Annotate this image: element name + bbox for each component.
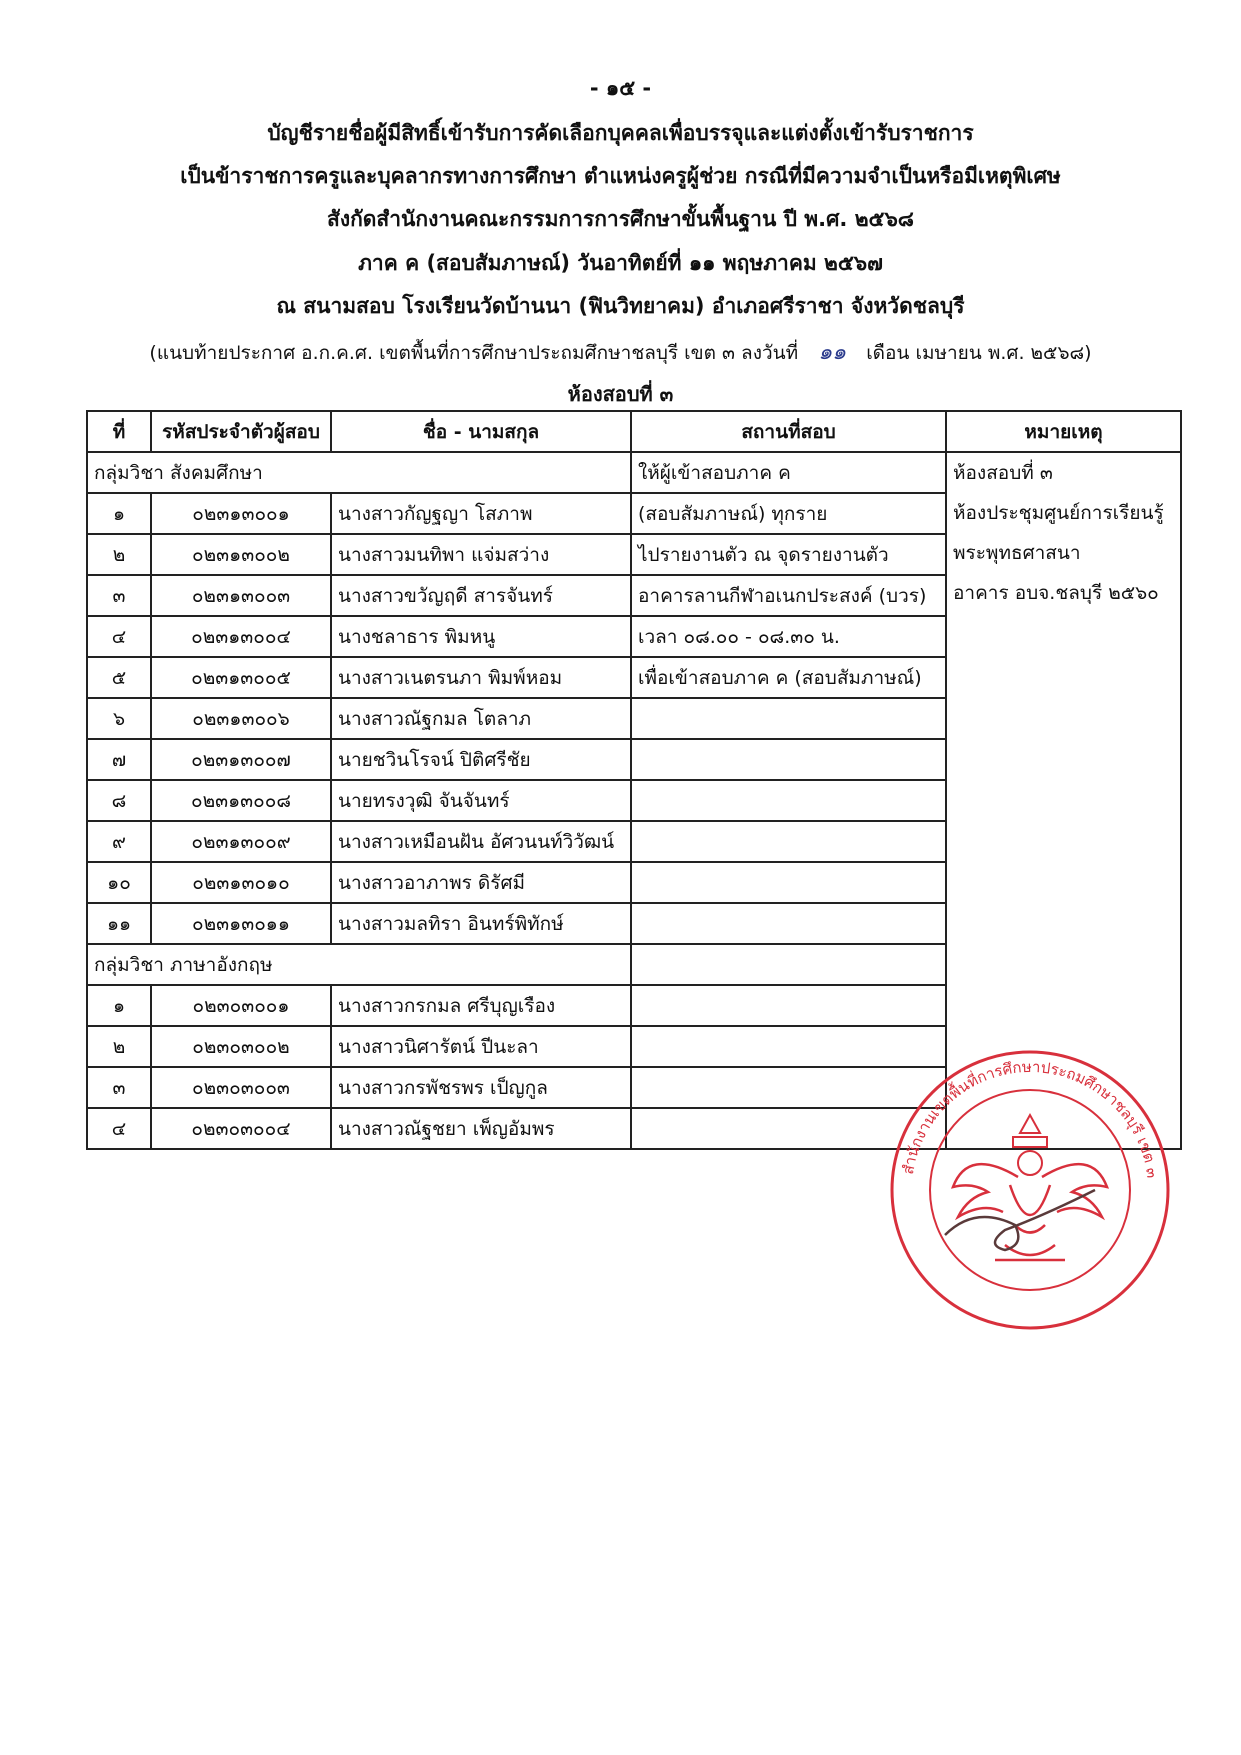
row-no: ๔ bbox=[87, 616, 151, 657]
row-name: นางสาวขวัญฤดี สารจันทร์ bbox=[331, 575, 631, 616]
header-location: สถานที่สอบ bbox=[631, 411, 946, 452]
header-no: ที่ bbox=[87, 411, 151, 452]
location-empty bbox=[631, 739, 946, 780]
row-name: นางสาวเนตรนภา พิมพ์หอม bbox=[331, 657, 631, 698]
header-remarks: หมายเหตุ bbox=[946, 411, 1181, 452]
row-code: ๐๒๓๐๓๐๐๓ bbox=[151, 1067, 331, 1108]
row-name: นางสาวณัฐกมล โตลาภ bbox=[331, 698, 631, 739]
row-no: ๖ bbox=[87, 698, 151, 739]
annex-note-before: (แนบท้ายประกาศ อ.ก.ค.ศ. เขตพื้นที่การศึกษาประถมศึกษาชลบุรี เขต ๓ ลงวันที่ bbox=[149, 342, 799, 364]
row-no: ๒ bbox=[87, 534, 151, 575]
row-no: ๑๑ bbox=[87, 903, 151, 944]
location-empty bbox=[631, 985, 946, 1026]
location-line: เวลา ๐๘.๐๐ - ๐๘.๓๐ น. bbox=[631, 616, 946, 657]
remarks-line: อาคาร อบจ.ชลบุรี ๒๕๖๐ bbox=[953, 582, 1159, 604]
location-empty bbox=[631, 903, 946, 944]
row-name: นางสาวนิศารัตน์ ปีนะลา bbox=[331, 1026, 631, 1067]
group-label: กลุ่มวิชา ภาษาอังกฤษ bbox=[87, 944, 631, 985]
location-line: ให้ผู้เข้าสอบภาค ค bbox=[631, 452, 946, 493]
title-line-2: เป็นข้าราชการครูและบุคลากรทางการศึกษา ตำแหน่งครูผู้ช่วย กรณีที่มีความจำเป็นหรือมีเหตุพิเศษ bbox=[180, 164, 1061, 188]
row-code: ๐๒๓๑๓๐๐๙ bbox=[151, 821, 331, 862]
row-no: ๙ bbox=[87, 821, 151, 862]
row-code: ๐๒๓๑๓๐๐๖ bbox=[151, 698, 331, 739]
row-name: นางสาวอาภาพร ดิรัศมี bbox=[331, 862, 631, 903]
row-name: นางสาวมนทิพา แจ่มสว่าง bbox=[331, 534, 631, 575]
row-no: ๑ bbox=[87, 493, 151, 534]
row-no: ๘ bbox=[87, 780, 151, 821]
group-label: กลุ่มวิชา สังคมศึกษา bbox=[87, 452, 631, 493]
title-line-3: สังกัดสำนักงานคณะกรรมการการศึกษาขั้นพื้นฐาน ปี พ.ศ. ๒๕๖๘ bbox=[327, 207, 914, 231]
row-code: ๐๒๓๑๓๐๐๘ bbox=[151, 780, 331, 821]
location-line: เพื่อเข้าสอบภาค ค (สอบสัมภาษณ์) bbox=[631, 657, 946, 698]
candidate-table bbox=[86, 410, 1182, 1150]
row-name: นางสาวกัญฐญา โสภาพ bbox=[331, 493, 631, 534]
location-empty bbox=[631, 944, 946, 985]
remarks-line: ห้องสอบที่ ๓ bbox=[953, 462, 1053, 484]
row-no: ๗ bbox=[87, 739, 151, 780]
row-no: ๔ bbox=[87, 1108, 151, 1149]
location-line: ไปรายงานตัว ณ จุดรายงานตัว bbox=[631, 534, 946, 575]
row-name: นางชลาธาร พิมหนู bbox=[331, 616, 631, 657]
handwritten-day: ๑๑ bbox=[818, 340, 847, 365]
row-name: นางสาวกรกมล ศรีบุญเรือง bbox=[331, 985, 631, 1026]
row-code: ๐๒๓๑๓๐๐๗ bbox=[151, 739, 331, 780]
row-name: นางสาวกรพัชรพร เป็ญกูล bbox=[331, 1067, 631, 1108]
remarks-line: พระพุทธศาสนา bbox=[953, 542, 1081, 564]
row-no: ๒ bbox=[87, 1026, 151, 1067]
row-name: นายชวินโรจน์ ปิติศรีชัย bbox=[331, 739, 631, 780]
location-line: อาคารลานกีฬาอเนกประสงค์ (บวร) bbox=[631, 575, 946, 616]
row-code: ๐๒๓๑๓๐๐๔ bbox=[151, 616, 331, 657]
group-row bbox=[87, 452, 1181, 493]
location-empty bbox=[631, 698, 946, 739]
room-label: ห้องสอบที่ ๓ bbox=[567, 382, 674, 406]
row-no: ๑๐ bbox=[87, 862, 151, 903]
row-name: นางสาวณัฐชยา เพ็ญอัมพร bbox=[331, 1108, 631, 1149]
row-code: ๐๒๓๑๓๐๑๑ bbox=[151, 903, 331, 944]
location-empty bbox=[631, 862, 946, 903]
title-line-4: ภาค ค (สอบสัมภาษณ์) วันอาทิตย์ที่ ๑๑ พฤษภาคม ๒๕๖๗ bbox=[358, 251, 883, 275]
row-code: ๐๒๓๑๓๐๐๒ bbox=[151, 534, 331, 575]
annex-note-after: เดือน เมษายน พ.ศ. ๒๕๖๘) bbox=[866, 342, 1092, 364]
seal-ring-text: สำนักงานเขตพื้นที่การศึกษาประถมศึกษาชลบุรี เขต ๓ bbox=[898, 1057, 1162, 1180]
page-number: - ๑๕ - bbox=[589, 76, 652, 100]
header-name: ชื่อ - นามสกุล bbox=[331, 411, 631, 452]
table-header-row bbox=[87, 411, 1181, 452]
row-no: ๑ bbox=[87, 985, 151, 1026]
annex-note bbox=[0, 334, 1241, 369]
row-code: ๐๒๓๑๓๐๐๑ bbox=[151, 493, 331, 534]
title-line-5: ณ สนามสอบ โรงเรียนวัดบ้านนา (ฟินวิทยาคม) อำเภอศรีราชา จังหวัดชลบุรี bbox=[276, 294, 965, 318]
location-line: (สอบสัมภาษณ์) ทุกราย bbox=[631, 493, 946, 534]
location-empty bbox=[631, 821, 946, 862]
garuda-seal-icon bbox=[885, 1045, 1175, 1335]
location-empty bbox=[631, 780, 946, 821]
row-name: นางสาวมลทิรา อินทร์พิทักษ์ bbox=[331, 903, 631, 944]
row-name: นายทรงวุฒิ จันจันทร์ bbox=[331, 780, 631, 821]
row-name: นางสาวเหมือนฝัน อัศวนนท์วิวัฒน์ bbox=[331, 821, 631, 862]
header-code: รหัสประจำตัวผู้สอบ bbox=[151, 411, 331, 452]
remarks-line: ห้องประชุมศูนย์การเรียนรู้ bbox=[953, 502, 1164, 524]
row-code: ๐๒๓๑๓๐๐๕ bbox=[151, 657, 331, 698]
row-no: ๓ bbox=[87, 1067, 151, 1108]
row-code: ๐๒๓๑๓๐๑๐ bbox=[151, 862, 331, 903]
row-no: ๕ bbox=[87, 657, 151, 698]
title-line-1: บัญชีรายชื่อผู้มีสิทธิ์เข้ารับการคัดเลือกบุคคลเพื่อบรรจุและแต่งตั้งเข้ารับราชการ bbox=[267, 121, 974, 145]
row-code: ๐๒๓๐๓๐๐๔ bbox=[151, 1108, 331, 1149]
row-code: ๐๒๓๐๓๐๐๒ bbox=[151, 1026, 331, 1067]
row-code: ๐๒๓๑๓๐๐๓ bbox=[151, 575, 331, 616]
row-no: ๓ bbox=[87, 575, 151, 616]
row-code: ๐๒๓๐๓๐๐๑ bbox=[151, 985, 331, 1026]
